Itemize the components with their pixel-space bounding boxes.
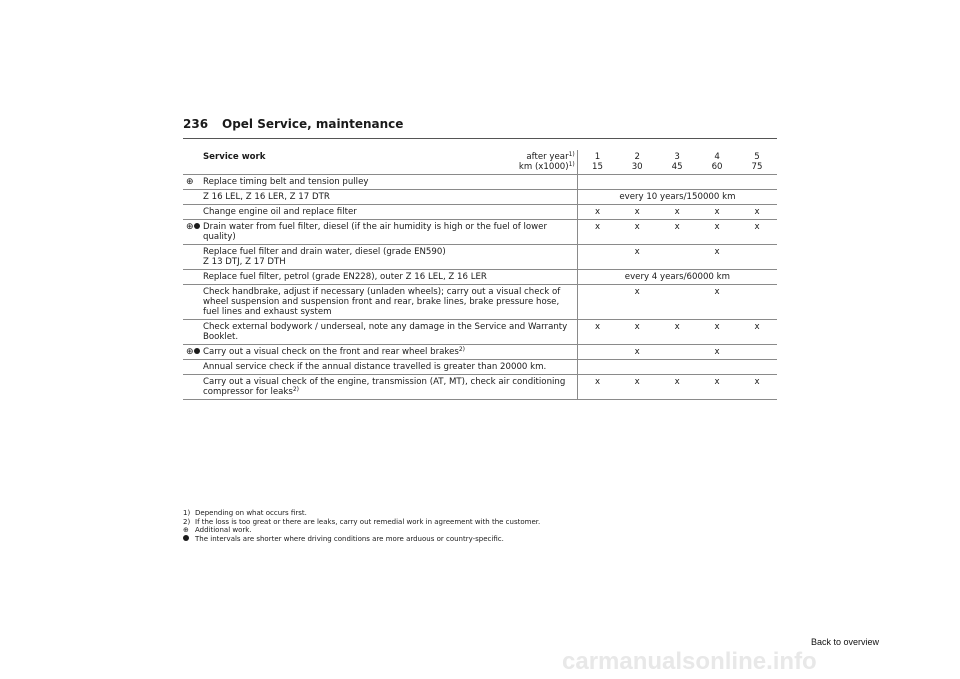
row-symbols	[183, 220, 203, 245]
interval-span-cell: every 4 years/60000 km	[577, 270, 777, 285]
footnote-ref: 2)	[458, 346, 466, 353]
footnote-ref: 2)	[292, 386, 300, 393]
footnote	[183, 526, 540, 535]
interval-cell	[737, 360, 777, 375]
footnote-mark	[183, 535, 195, 544]
interval-cell	[617, 175, 657, 190]
interval-cell: x	[697, 375, 737, 400]
service-work-text: Check external bodywork / underseal, note any damage in the Service and Warranty Booklet.	[202, 322, 568, 342]
footnote	[183, 518, 540, 527]
watermark: carmanualsonline.info	[562, 648, 817, 675]
interval-cell	[577, 175, 617, 190]
service-work-description	[203, 175, 577, 190]
interval-cell	[577, 360, 617, 375]
footnote-text: If the loss is too great or there are leaks, carry out remedial work in agreement with the customer.	[195, 517, 541, 526]
interval-cell	[577, 245, 617, 270]
row-symbols	[183, 345, 203, 360]
row-symbols	[183, 375, 203, 400]
service-work-text: Replace fuel filter, petrol (grade EN228), outer Z 16 LEL, Z 16 LER	[202, 272, 487, 282]
footnote-text: Depending on what occurs first.	[195, 509, 307, 517]
interval-cell	[577, 345, 617, 360]
interval-cell: x	[697, 285, 737, 320]
service-schedule-table	[183, 150, 777, 400]
interval-span-cell: every 10 years/150000 km	[577, 190, 777, 205]
interval-cell	[657, 175, 697, 190]
interval-cell: x	[617, 245, 657, 270]
service-work-description	[203, 205, 577, 220]
service-work-description	[203, 190, 577, 205]
interval-cell: x	[617, 345, 657, 360]
row-symbols	[183, 285, 203, 320]
service-work-text: Drain water from fuel filter, diesel (if the air humidity is high or the fuel of lower quality)	[202, 222, 548, 242]
service-work-text: Carry out a visual check of the engine, transmission (AT, MT), check air conditioning compressor for leaks	[202, 377, 566, 397]
shorter-interval-icon	[183, 535, 189, 541]
service-work-description	[203, 360, 577, 375]
additional-work-icon: ⊕	[186, 222, 194, 232]
interval-cell	[737, 175, 777, 190]
interval-header: 4 60	[697, 150, 737, 175]
row-symbols	[183, 245, 203, 270]
header-cell-service-work	[203, 150, 577, 175]
shorter-interval-icon	[194, 348, 200, 354]
table-header-row	[183, 150, 777, 175]
interval-cell	[697, 175, 737, 190]
interval-cell: x	[737, 320, 777, 345]
service-work-text: Replace timing belt and tension pulley	[202, 177, 369, 187]
interval-cell: x	[657, 320, 697, 345]
interval-cell	[657, 360, 697, 375]
service-work-text: Z 16 LEL, Z 16 LER, Z 17 DTR	[202, 192, 330, 202]
table-row	[183, 175, 777, 190]
interval-cell: x	[737, 220, 777, 245]
footnote-mark: 1)	[183, 509, 191, 517]
interval-cell: x	[577, 205, 617, 220]
table-row	[183, 190, 777, 205]
footnote-ref: 1)	[568, 151, 575, 158]
table-row	[183, 360, 777, 375]
footnote-text: Additional work.	[195, 526, 252, 535]
footnote-text: The intervals are shorter where driving conditions are more arduous or country-specific.	[195, 534, 504, 543]
interval-cell	[657, 285, 697, 320]
interval-cell	[577, 285, 617, 320]
interval-cell	[737, 285, 777, 320]
page-header	[183, 117, 777, 139]
table-row	[183, 270, 777, 285]
interval-cell	[657, 245, 697, 270]
service-work-text: Carry out a visual check on the front and rear wheel brakes	[202, 347, 459, 357]
interval-cell: x	[657, 220, 697, 245]
interval-cell: x	[617, 375, 657, 400]
interval-header: 1 15	[577, 150, 617, 175]
interval-cell	[737, 345, 777, 360]
service-work-description	[203, 220, 577, 245]
page-number: 236	[183, 117, 209, 131]
table-row	[183, 220, 777, 245]
interval-cell: x	[577, 375, 617, 400]
km-label: km (x1000)	[518, 162, 569, 172]
table-row	[183, 345, 777, 360]
additional-work-icon: ⊕	[186, 177, 194, 187]
interval-cell: x	[697, 205, 737, 220]
service-work-label: Service work	[202, 152, 266, 162]
row-symbols	[183, 320, 203, 345]
interval-cell	[657, 345, 697, 360]
interval-cell: x	[657, 375, 697, 400]
service-work-description	[203, 245, 577, 270]
footnote	[183, 535, 540, 544]
service-work-text: Annual service check if the annual distance travelled is greater than 20000 km.	[202, 362, 547, 372]
service-work-description	[203, 375, 577, 400]
service-work-text: Replace fuel filter and drain water, diesel (grade EN590) Z 13 DTJ, Z 17 DTH	[202, 247, 446, 267]
service-work-description	[203, 320, 577, 345]
interval-cell: x	[697, 245, 737, 270]
interval-cell	[737, 245, 777, 270]
interval-cell	[697, 360, 737, 375]
interval-cell: x	[697, 220, 737, 245]
interval-cell: x	[617, 220, 657, 245]
interval-labels	[519, 152, 575, 172]
page-title: Opel Service, maintenance	[222, 117, 404, 131]
after-year-label: after year	[526, 152, 569, 162]
table-row	[183, 320, 777, 345]
back-to-overview-link[interactable]: Back to overview	[811, 637, 880, 647]
interval-cell: x	[617, 320, 657, 345]
row-symbols	[183, 360, 203, 375]
table-row	[183, 285, 777, 320]
footnote-mark: 2)	[183, 517, 191, 526]
footnotes	[183, 509, 540, 543]
service-work-description	[203, 270, 577, 285]
interval-cell: x	[737, 205, 777, 220]
interval-header: 2 30	[617, 150, 657, 175]
interval-header: 5 75	[737, 150, 777, 175]
service-work-description	[203, 345, 577, 360]
interval-cell: x	[577, 320, 617, 345]
interval-cell: x	[697, 345, 737, 360]
footnote	[183, 509, 540, 518]
service-work-description	[203, 285, 577, 320]
interval-header: 3 45	[657, 150, 697, 175]
shorter-interval-icon	[194, 223, 200, 229]
row-symbols	[183, 205, 203, 220]
additional-work-icon: ⊕	[186, 347, 194, 357]
interval-cell: x	[697, 320, 737, 345]
service-work-text: Check handbrake, adjust if necessary (unladen wheels); carry out a visual check of wheel suspension and suspension front and rear, brake lines, brake pressure hose, fuel lines and exhaust system	[202, 287, 561, 317]
row-symbols	[183, 270, 203, 285]
interval-cell	[617, 360, 657, 375]
table-row	[183, 245, 777, 270]
interval-cell: x	[737, 375, 777, 400]
row-symbols	[183, 175, 203, 190]
service-work-text: Change engine oil and replace filter	[202, 207, 357, 217]
interval-cell: x	[617, 285, 657, 320]
table-row	[183, 205, 777, 220]
footnote-mark: ⊕	[183, 526, 189, 535]
table-row	[183, 375, 777, 400]
footnote-ref: 1)	[568, 161, 575, 168]
interval-cell: x	[657, 205, 697, 220]
interval-cell: x	[617, 205, 657, 220]
row-symbols	[183, 190, 203, 205]
interval-cell: x	[577, 220, 617, 245]
